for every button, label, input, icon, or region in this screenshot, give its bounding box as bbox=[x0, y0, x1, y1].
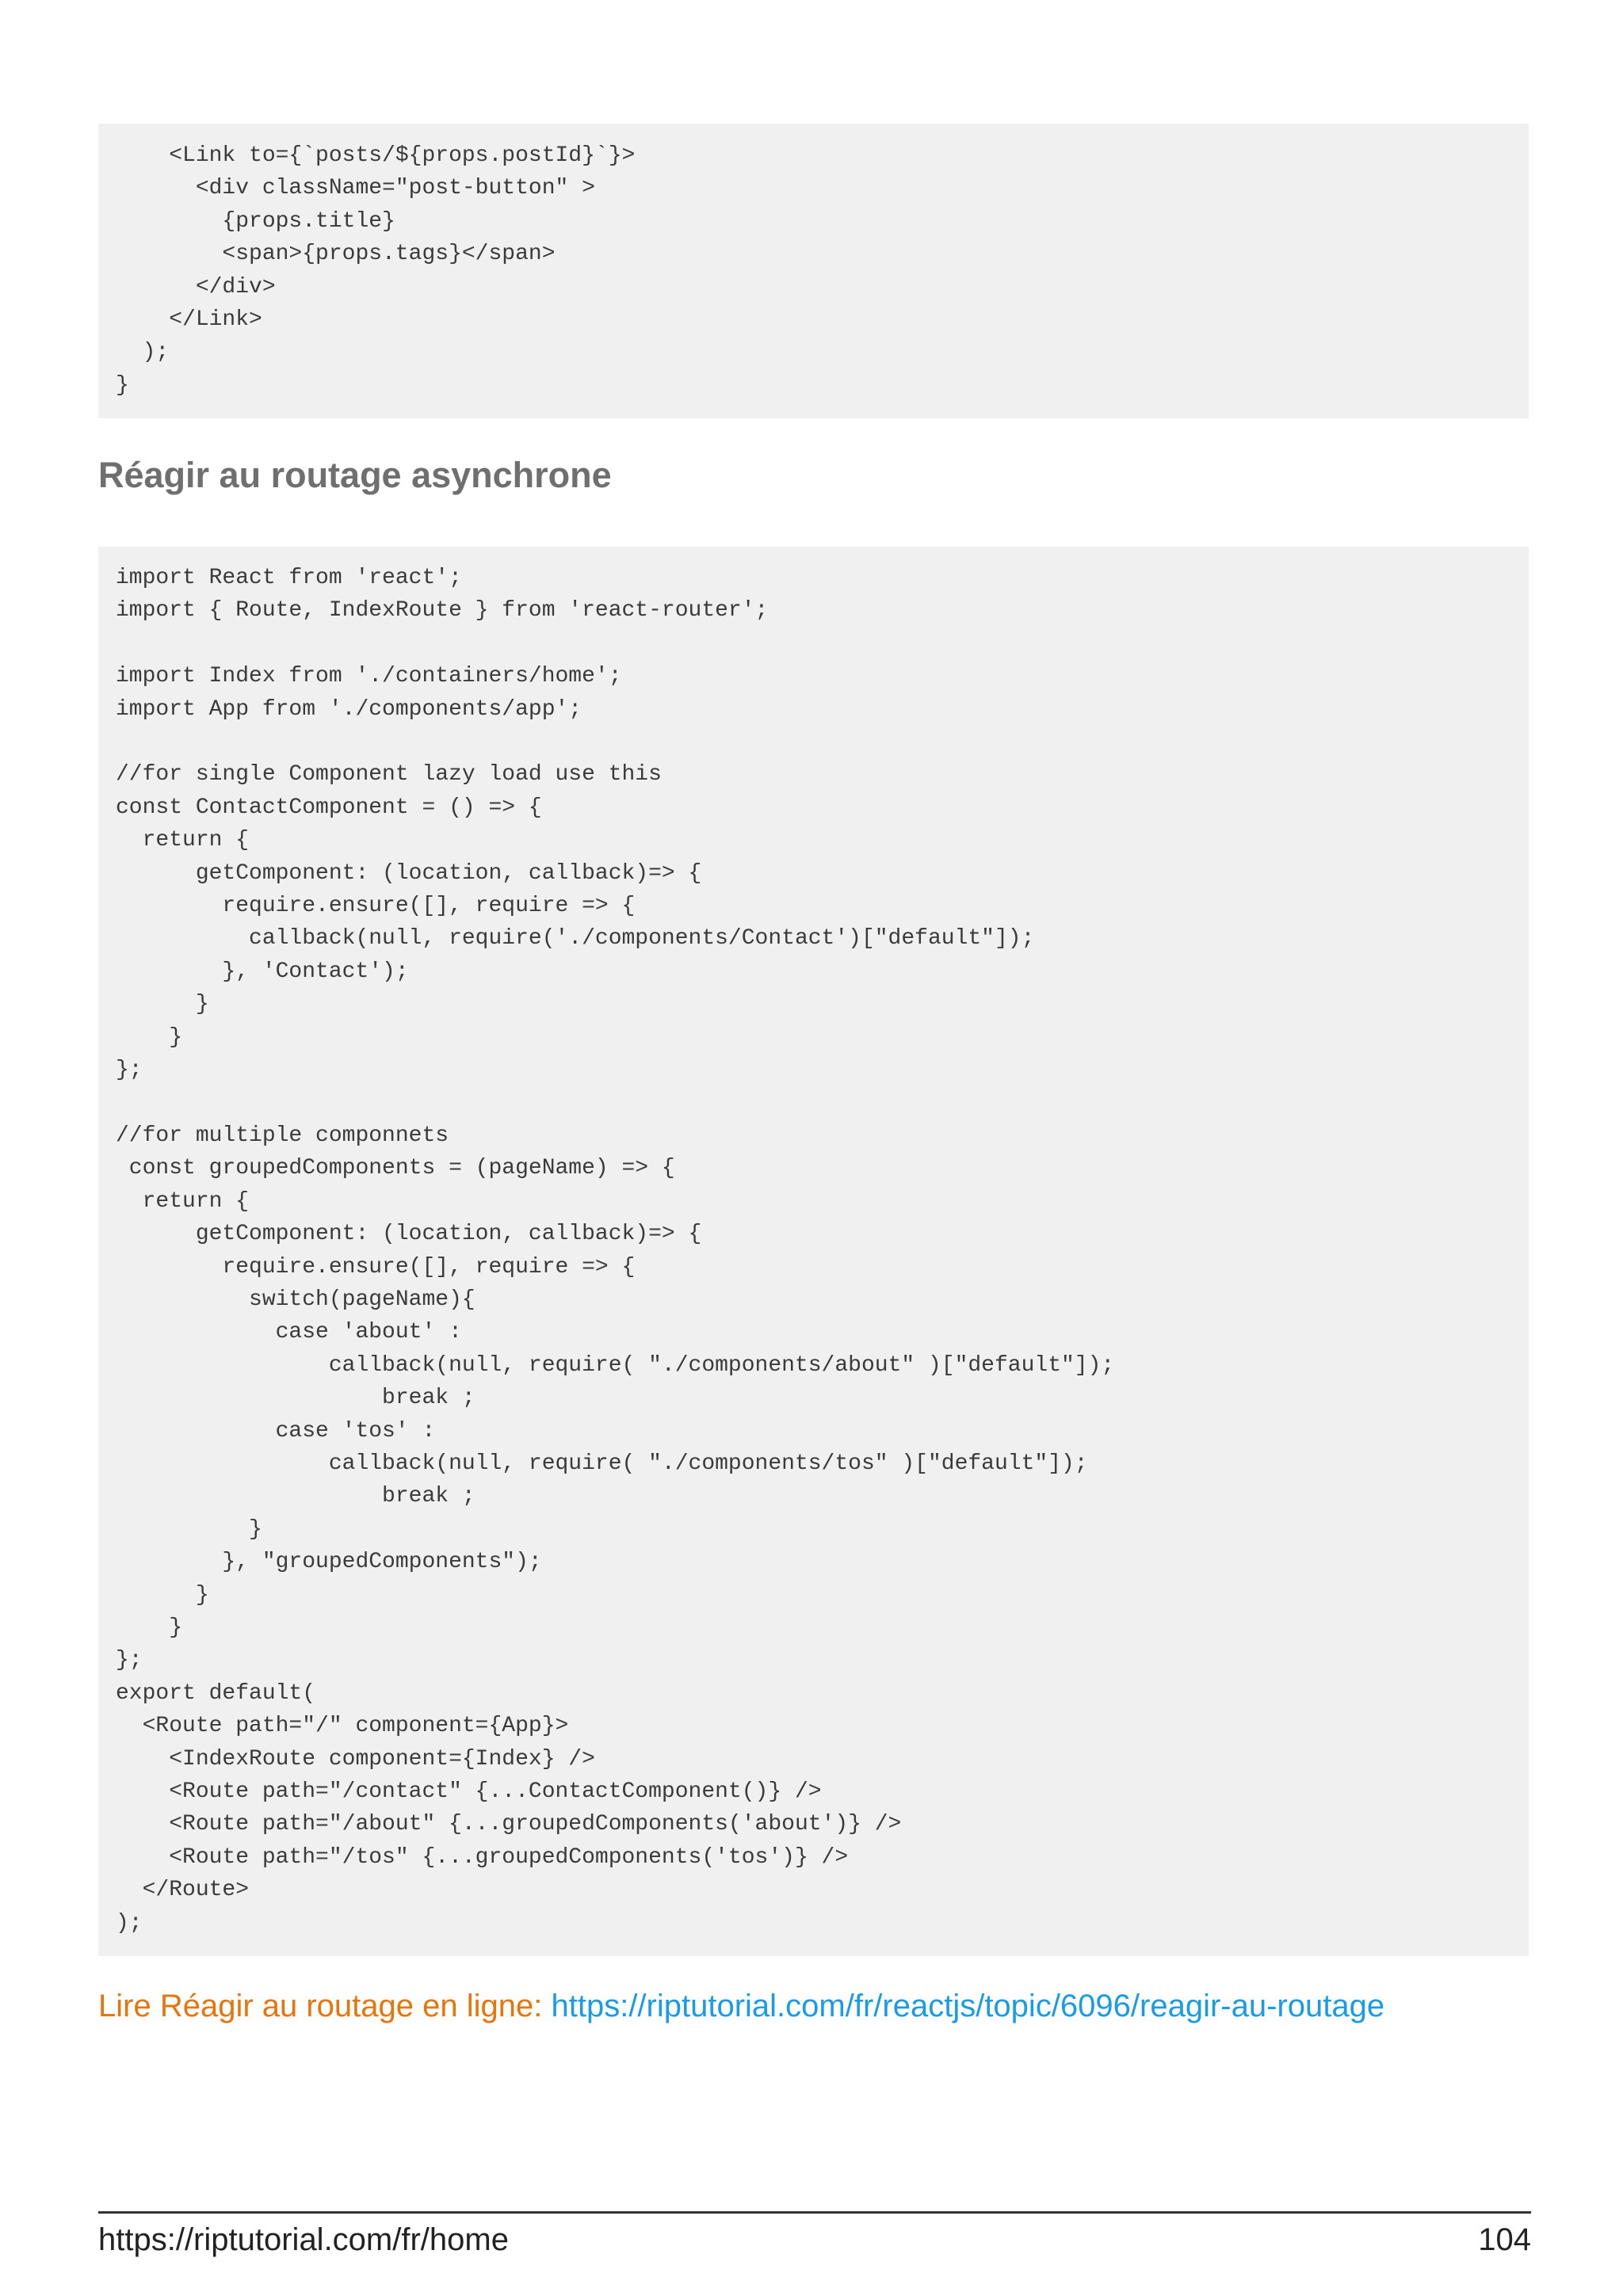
read-online-link[interactable]: https://riptutorial.com/fr/reactjs/topic/6096/reagir-au-routage bbox=[551, 1989, 1385, 2023]
section-heading: Réagir au routage asynchrone bbox=[98, 455, 612, 495]
footer-divider bbox=[98, 2211, 1531, 2214]
code-block-async-routing: import React from 'react'; import { Route, IndexRoute } from 'react-router'; import Index from './containers/home'; import App from './components/app'; //for single Component lazy load use this const ContactComponent = () => { return { getComponent: (location, callback)=> { require.ensure([], require => { callback(null, require('./components/Contact')["default"]); }, 'Contact'); } } }; //for multiple componnets const groupedComponents = (pageName) => { return { getComponent: (location, callback)=> { require.ensure([], require => { switch(pageName){ case 'about' : callback(null, require( "./components/about" )["default"]); break ; case 'tos' : callback(null, require( "./components/tos" )["default"]); break ; } }, "groupedComponents"); } } }; export default( <Route path="/" component={App}> <IndexRoute component={Index} /> <Route path="/contact" {...ContactComponent()} /> <Route path="/about" {...groupedComponents('about')} /> <Route path="/tos" {...groupedComponents('tos')} /> </Route> ); bbox=[98, 547, 1529, 1956]
code-block-link-component: <Link to={`posts/${props.postId}`}> <div className="post-button" > {props.title} <span>{props.tags}</span> </div> </Link> ); } bbox=[98, 124, 1529, 418]
read-online-label: Lire Réagir au routage en ligne: bbox=[98, 1989, 552, 2023]
page-number: 104 bbox=[1478, 2222, 1531, 2257]
read-online-line bbox=[98, 1989, 1384, 2024]
footer-url: https://riptutorial.com/fr/home bbox=[98, 2222, 509, 2257]
